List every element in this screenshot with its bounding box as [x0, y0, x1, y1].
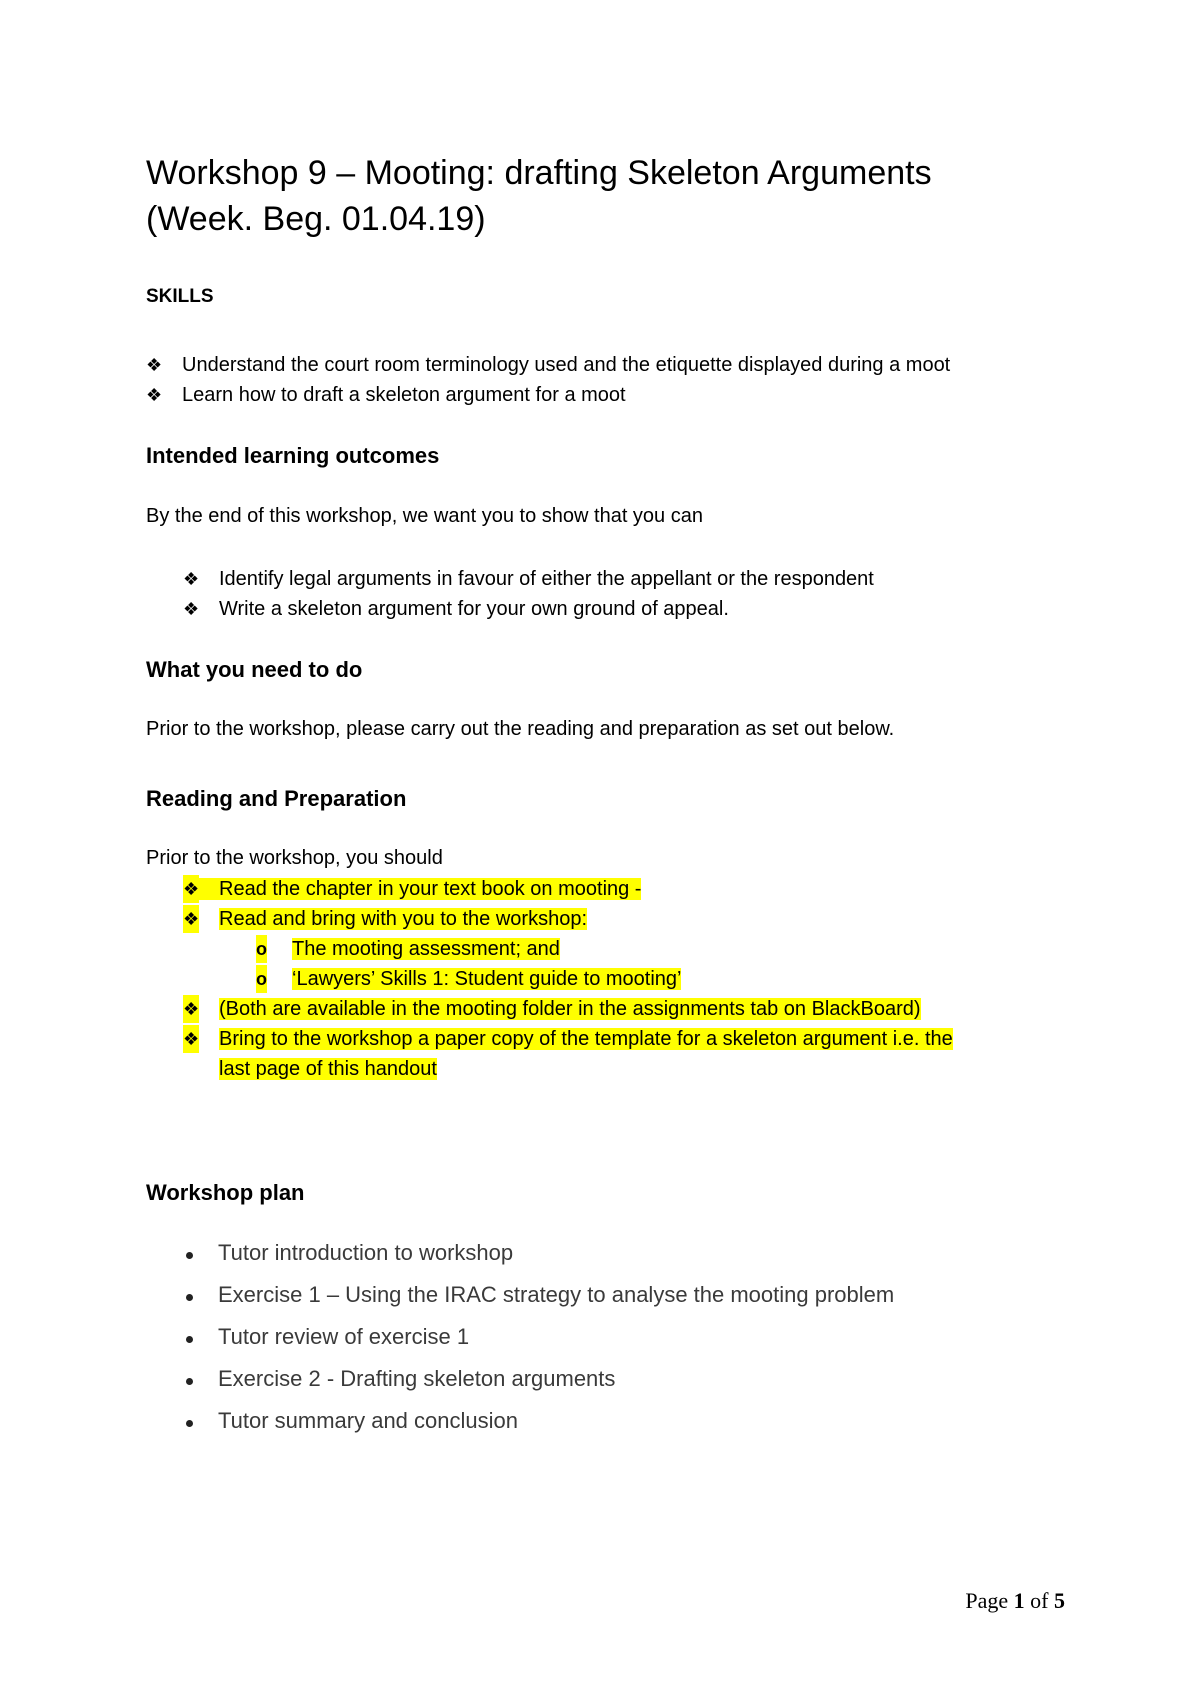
page-word: Page — [965, 1588, 1009, 1613]
bullet-dot-icon — [186, 1420, 193, 1427]
plan-item: Tutor review of exercise 1 — [218, 1324, 470, 1349]
bullet-dot-icon — [186, 1378, 193, 1385]
plan-item: Exercise 1 – Using the IRAC strategy to analyse the mooting problem — [218, 1282, 895, 1307]
page-number — [965, 1588, 1065, 1614]
reading-subitem-text: ‘Lawyers’ Skills 1: Student guide to mooting’ — [292, 968, 682, 990]
reading-item-text: Bring to the workshop a paper copy of the template for a skeleton argument i.e. the — [219, 1028, 953, 1050]
bullet-dot-icon — [186, 1294, 193, 1301]
todo-text: Prior to the workshop, please carry out the reading and preparation as set out below. — [146, 718, 895, 740]
diamond-bullet-icon: ❖ — [183, 1025, 199, 1053]
skills-item-text: Learn how to draft a skeleton argument for a moot — [182, 384, 626, 406]
todo-heading: What you need to do — [146, 657, 363, 682]
reading-item-text: Read the chapter in your text book on mooting - — [219, 878, 642, 900]
plan-item: Exercise 2 - Drafting skeleton arguments — [218, 1366, 616, 1391]
diamond-bullet-icon: ❖ — [183, 875, 199, 903]
reading-item — [183, 875, 642, 903]
plan-item: Tutor summary and conclusion — [218, 1408, 518, 1433]
reading-item — [183, 1025, 953, 1053]
reading-item-text: last page of this handout — [219, 1058, 437, 1080]
title-line-2: (Week. Beg. 01.04.19) — [146, 200, 486, 238]
plan-item: Tutor introduction to workshop — [218, 1240, 514, 1265]
diamond-bullet-icon: ❖ — [183, 569, 200, 589]
outcomes-item-text: Write a skeleton argument for your own ground of appeal. — [219, 598, 729, 620]
reading-item — [183, 905, 587, 933]
reading-subitem — [256, 935, 560, 963]
outcomes-heading: Intended learning outcomes — [146, 443, 440, 468]
diamond-bullet-icon: ❖ — [146, 355, 163, 375]
bullet-dot-icon — [186, 1336, 193, 1343]
circle-bullet-icon: o — [256, 935, 267, 963]
reading-item-text: Read and bring with you to the workshop: — [219, 908, 587, 930]
diamond-bullet-icon: ❖ — [183, 905, 199, 933]
skills-item — [146, 351, 951, 379]
outcomes-item — [183, 565, 874, 593]
diamond-bullet-icon: ❖ — [146, 385, 163, 405]
of-word: of — [1030, 1588, 1049, 1613]
outcomes-intro: By the end of this workshop, we want you to show that you can — [146, 505, 703, 527]
reading-item — [183, 995, 921, 1023]
skills-heading: SKILLS — [146, 286, 214, 307]
diamond-bullet-icon: ❖ — [183, 599, 200, 619]
title-line-1: Workshop 9 – Mooting: drafting Skeleton Arguments — [146, 154, 932, 192]
skills-item-text: Understand the court room terminology used and the etiquette displayed during a moot — [182, 354, 951, 376]
reading-item-text: (Both are available in the mooting folder in the assignments tab on BlackBoard) — [219, 998, 921, 1020]
reading-intro: Prior to the workshop, you should — [146, 847, 443, 869]
reading-subitem-text: The mooting assessment; and — [292, 938, 560, 960]
outcomes-item — [183, 595, 729, 623]
diamond-bullet-icon: ❖ — [183, 995, 199, 1023]
circle-bullet-icon: o — [256, 965, 267, 993]
document-title — [146, 150, 1086, 242]
reading-subitem — [256, 965, 682, 993]
current-page: 1 — [1013, 1588, 1025, 1613]
reading-item-continuation — [219, 1055, 437, 1083]
skills-item — [146, 381, 626, 409]
total-pages: 5 — [1054, 1588, 1065, 1613]
outcomes-item-text: Identify legal arguments in favour of either the appellant or the respondent — [219, 568, 874, 590]
reading-heading: Reading and Preparation — [146, 786, 407, 811]
plan-heading: Workshop plan — [146, 1180, 305, 1205]
bullet-dot-icon — [186, 1252, 193, 1259]
